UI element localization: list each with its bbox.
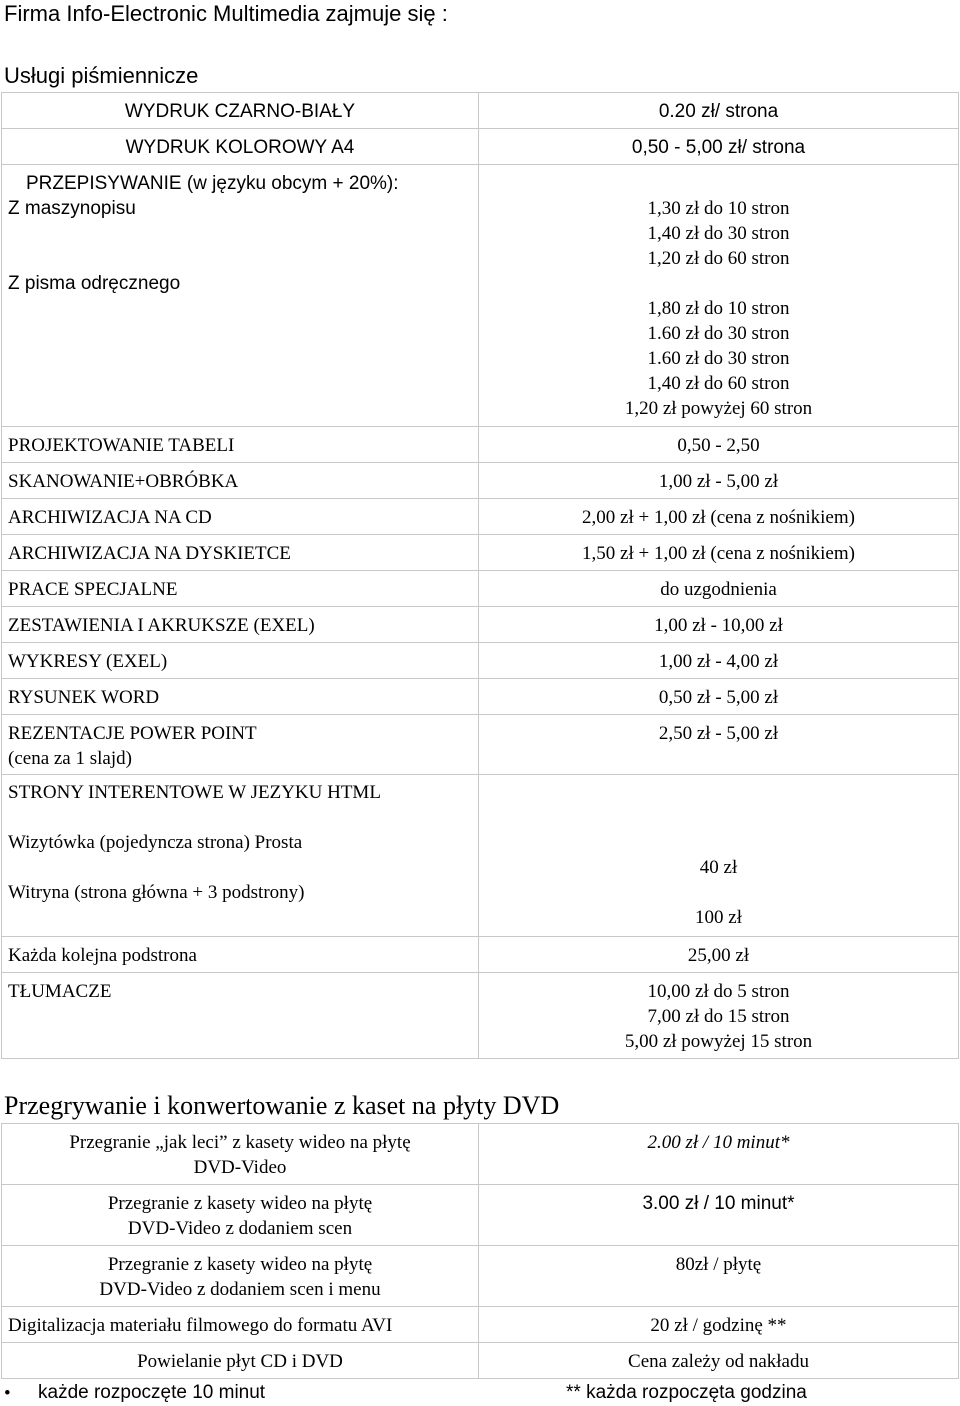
price-line: 1.60 zł do 30 stron	[647, 323, 790, 344]
price-line: 1,20 zł powyżej 60 stron	[624, 398, 813, 419]
website-label: Witryna (strona główna + 3 podstrony)	[8, 882, 305, 903]
price-line: 40 zł	[699, 857, 738, 878]
dvd-label-line: DVD-Video z dodaniem scen	[127, 1218, 353, 1239]
service-label: PROJEKTOWANIE TABELI	[2, 427, 479, 463]
service-price: 1,00 zł - 5,00 zł	[479, 463, 959, 499]
section-title-dvd: Przegrywanie i konwertowanie z kaset na płyty DVD	[4, 1091, 560, 1120]
service-price: 2,00 zł + 1,00 zł (cena z nośnikiem)	[479, 499, 959, 535]
price-line: 100 zł	[695, 907, 742, 928]
service-label: RYSUNEK WORD	[2, 679, 479, 715]
handwriting-label: Z pisma odręcznego	[8, 273, 181, 294]
service-price: 1,00 zł - 10,00 zł	[479, 607, 959, 643]
service-label: ZESTAWIENIA I AKRUKSZE (EXEL)	[2, 607, 479, 643]
service-price: 25,00 zł	[479, 937, 959, 973]
service-label: WYDRUK KOLOROWY A4	[2, 129, 479, 165]
presentations-label	[2, 715, 479, 775]
service-price: 2,50 zł - 5,00 zł	[479, 715, 959, 775]
rewriting-prices	[479, 165, 959, 427]
service-price: 0.20 zł/ strona	[479, 93, 959, 129]
presentations-label-line: (cena za 1 slajd)	[8, 748, 132, 769]
web-cell	[2, 775, 479, 937]
dvd-service-price: 80zł / płytę	[479, 1246, 959, 1307]
price-line: 1,40 zł do 60 stron	[647, 373, 790, 394]
web-prices	[479, 775, 959, 937]
service-price: 1,00 zł - 4,00 zł	[479, 643, 959, 679]
dvd-label-line: Przegranie z kasety wideo na płytę	[107, 1193, 373, 1214]
rewriting-label: PRZEPISYWANIE (w języku obcym + 20%):	[26, 173, 399, 194]
dvd-label-line: DVD-Video z dodaniem scen i menu	[99, 1279, 381, 1300]
services-price-table	[1, 92, 959, 1059]
price-line: 7,00 zł do 15 stron	[647, 1006, 790, 1027]
price-line: 1,40 zł do 30 stron	[647, 223, 790, 244]
service-price: do uzgodnienia	[479, 571, 959, 607]
web-label: STRONY INTERENTOWE W JEZYKU HTML	[8, 782, 381, 803]
dvd-label-line: Przegranie „jak leci” z kasety wideo na płytę	[69, 1132, 411, 1153]
service-price: 0,50 zł - 5,00 zł	[479, 679, 959, 715]
rewriting-cell	[2, 165, 479, 427]
dvd-label-line: Przegranie z kasety wideo na płytę	[107, 1254, 373, 1275]
service-label: WYDRUK CZARNO-BIAŁY	[2, 93, 479, 129]
service-label: Każda kolejna podstrona	[2, 937, 479, 973]
footnote-hour: ** każda rozpoczęta godzina	[566, 1382, 807, 1403]
service-label: ARCHIWIZACJA NA CD	[2, 499, 479, 535]
service-price: 0,50 - 2,50	[479, 427, 959, 463]
footnote-bullet: •	[4, 1383, 11, 1404]
dvd-service-price: Cena zależy od nakładu	[479, 1343, 959, 1379]
price-line: 10,00 zł do 5 stron	[647, 981, 790, 1002]
service-label: WYKRESY (EXEL)	[2, 643, 479, 679]
service-label: TŁUMACZE	[2, 973, 479, 1059]
dvd-service-label	[2, 1185, 479, 1246]
service-label: PRACE SPECJALNE	[2, 571, 479, 607]
dvd-service-price: 2.00 zł / 10 minut*	[479, 1124, 959, 1185]
page-heading: Firma Info-Electronic Multimedia zajmuje się :	[4, 1, 448, 26]
presentations-label-line: REZENTACJE POWER POINT	[8, 723, 257, 744]
typescript-label: Z maszynopisu	[8, 198, 136, 219]
price-line: 1,20 zł do 60 stron	[647, 248, 790, 269]
price-line: 5,00 zł powyżej 15 stron	[624, 1031, 813, 1052]
footnote-minutes: każde rozpoczęte 10 minut	[38, 1382, 266, 1403]
dvd-price-table	[1, 1123, 959, 1379]
service-price: 0,50 - 5,00 zł/ strona	[479, 129, 959, 165]
dvd-service-label	[2, 1246, 479, 1307]
dvd-service-label	[2, 1124, 479, 1185]
service-label: SKANOWANIE+OBRÓBKA	[2, 463, 479, 499]
service-label: ARCHIWIZACJA NA DYSKIETCE	[2, 535, 479, 571]
dvd-service-price: 20 zł / godzinę **	[479, 1307, 959, 1343]
business-card-label: Wizytówka (pojedyncza strona) Prosta	[8, 832, 303, 853]
dvd-service-label: Powielanie płyt CD i DVD	[2, 1343, 479, 1379]
price-line: 1,30 zł do 10 stron	[647, 198, 790, 219]
section-title-writing-services: Usługi piśmiennicze	[4, 63, 199, 88]
price-line: 1.60 zł do 30 stron	[647, 348, 790, 369]
translators-prices	[479, 973, 959, 1059]
dvd-service-label: Digitalizacja materiału filmowego do formatu AVI	[2, 1307, 479, 1343]
price-line: 1,80 zł do 10 stron	[647, 298, 790, 319]
dvd-service-price: 3.00 zł / 10 minut*	[479, 1185, 959, 1246]
service-price: 1,50 zł + 1,00 zł (cena z nośnikiem)	[479, 535, 959, 571]
dvd-label-line: DVD-Video	[193, 1157, 287, 1178]
